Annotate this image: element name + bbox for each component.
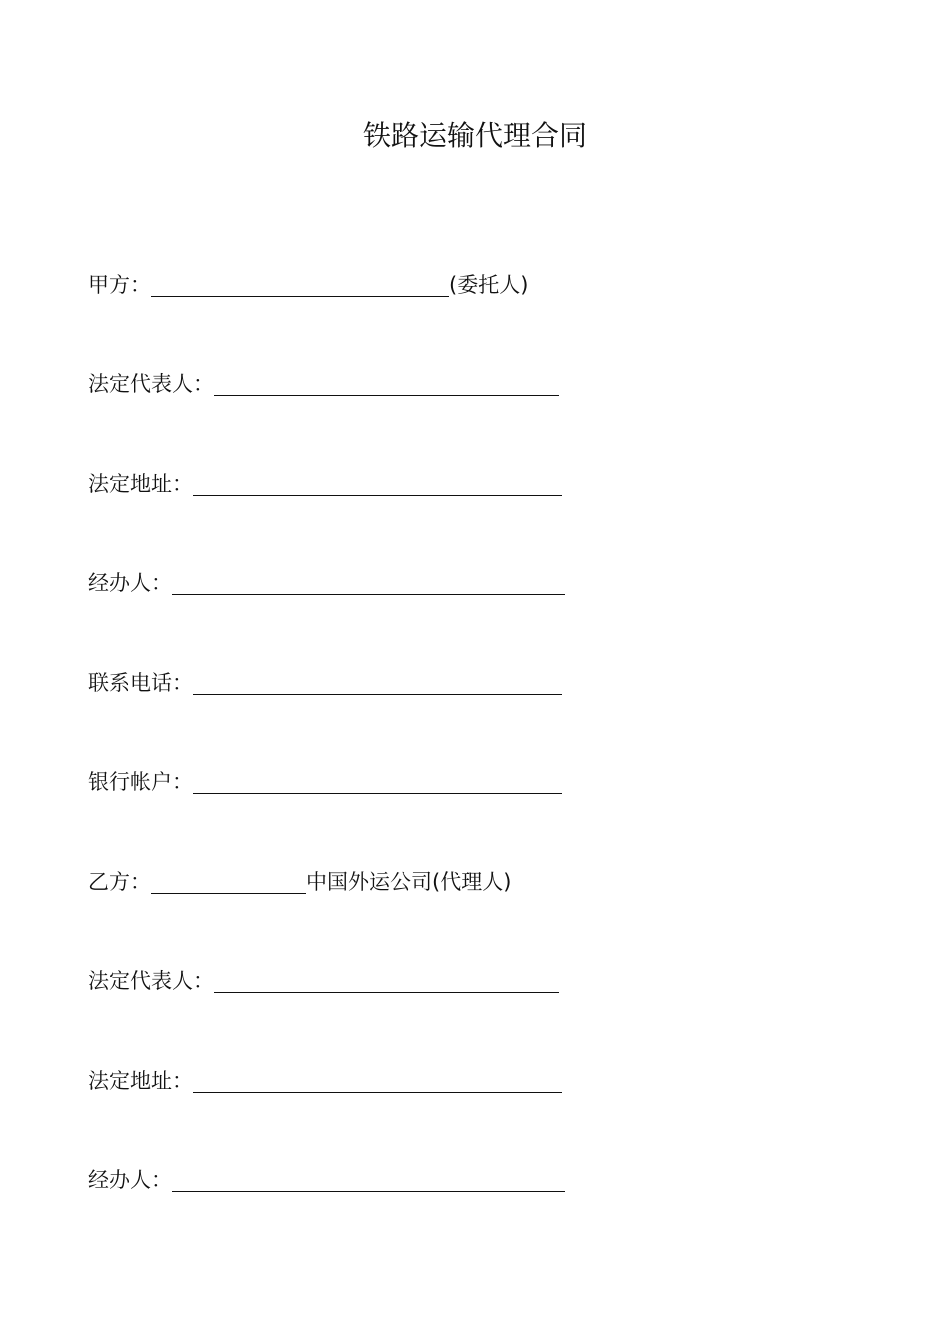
party-b-name-blank[interactable] xyxy=(151,869,306,894)
party-b-address-label: 法定地址： xyxy=(88,1069,193,1093)
party-a-address-row xyxy=(88,469,562,499)
party-a-bank-row xyxy=(88,767,562,797)
party-b-handler-label: 经办人： xyxy=(88,1168,172,1192)
party-a-name-row xyxy=(88,270,528,300)
party-a-address-label: 法定地址： xyxy=(88,472,193,496)
party-b-name-suffix: 中国外运公司(代理人) xyxy=(306,870,512,894)
party-b-legal-rep-label: 法定代表人： xyxy=(88,969,214,993)
party-b-address-blank[interactable] xyxy=(193,1068,562,1093)
party-b-address-row xyxy=(88,1066,562,1096)
party-a-name-blank[interactable] xyxy=(151,272,449,297)
party-a-legal-rep-row xyxy=(88,369,559,399)
party-a-bank-blank[interactable] xyxy=(193,769,562,794)
party-b-handler-blank[interactable] xyxy=(172,1167,565,1192)
party-a-phone-label: 联系电话： xyxy=(88,671,193,695)
party-a-phone-blank[interactable] xyxy=(193,670,562,695)
party-a-phone-row xyxy=(88,668,562,698)
party-b-name-label: 乙方： xyxy=(88,870,151,894)
party-a-legal-rep-blank[interactable] xyxy=(214,371,559,396)
party-a-handler-blank[interactable] xyxy=(172,570,565,595)
party-a-address-blank[interactable] xyxy=(193,471,562,496)
party-b-legal-rep-row xyxy=(88,966,559,996)
party-a-name-suffix: (委托人) xyxy=(449,273,529,297)
party-a-handler-row xyxy=(88,568,565,598)
document-title: 铁路运输代理合同 xyxy=(362,119,587,152)
party-b-handler-row xyxy=(88,1165,565,1195)
party-a-legal-rep-label: 法定代表人： xyxy=(88,372,214,396)
party-b-legal-rep-blank[interactable] xyxy=(214,968,559,993)
party-a-name-label: 甲方： xyxy=(88,273,151,297)
party-a-bank-label: 银行帐户： xyxy=(88,770,193,794)
party-b-name-row xyxy=(88,867,511,897)
party-a-handler-label: 经办人： xyxy=(88,571,172,595)
